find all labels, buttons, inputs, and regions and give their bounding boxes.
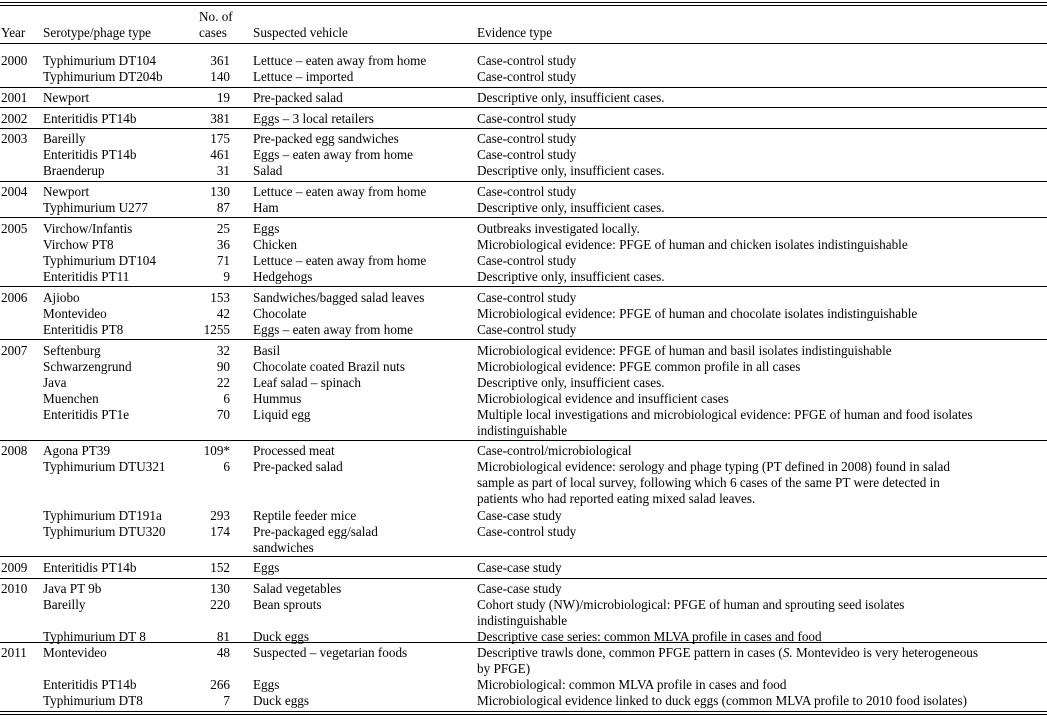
cases-cell: 81	[216, 629, 230, 644]
year-cell: 2009	[1, 560, 28, 575]
vehicle-cell: Duck eggs	[253, 629, 310, 644]
evidence-cell: Microbiological evidence: PFGE of human and chocolate isolates indistinguishable	[477, 306, 918, 321]
vehicle-cell: Eggs	[253, 677, 280, 692]
serotype-cell: Enteritidis PT14b	[43, 111, 137, 126]
evidence-cell: Case-control study	[477, 147, 577, 162]
vehicle-cell: Bean sprouts	[253, 597, 322, 612]
cases-cell: 90	[216, 359, 230, 374]
vehicle-cell-continued: sandwiches	[253, 540, 314, 555]
serotype-cell: Java	[43, 375, 67, 390]
serotype-cell: Montevideo	[43, 645, 107, 660]
cases-cell: 9	[223, 269, 230, 284]
bottom-double-rule-2	[0, 714, 1047, 715]
serotype-cell: Enteritidis PT1e	[43, 407, 130, 422]
serotype-cell: Muenchen	[43, 391, 99, 406]
evidence-cell-continued: patients who had reported eating mixed salad leaves.	[477, 491, 756, 506]
vehicle-cell: Ham	[253, 200, 279, 215]
cases-cell: 71	[216, 253, 230, 268]
serotype-cell: Typhimurium DT 8	[43, 629, 146, 644]
cases-cell: 6	[223, 391, 230, 406]
evidence-cell: Case-control study	[477, 111, 577, 126]
cases-cell: 87	[216, 200, 230, 215]
evidence-cell: Microbiological evidence: PFGE of human and basil isolates indistinguishable	[477, 343, 892, 358]
vehicle-cell: Processed meat	[253, 443, 335, 458]
vehicle-cell: Chocolate	[253, 306, 307, 321]
evidence-cell: Descriptive only, insufficient cases.	[477, 90, 665, 105]
vehicle-cell: Sandwiches/bagged salad leaves	[253, 290, 425, 305]
serotype-cell: Typhimurium DT104	[43, 53, 156, 68]
evidence-cell: Case-case study	[477, 581, 562, 596]
cases-cell: 32	[216, 343, 230, 358]
evidence-cell: Case-case study	[477, 508, 562, 523]
cases-cell: 130	[210, 581, 230, 596]
vehicle-cell: Reptile feeder mice	[253, 508, 357, 523]
evidence-cell: Microbiological evidence: PFGE of human and chicken isolates indistinguishable	[477, 237, 908, 252]
evidence-cell: Microbiological evidence and insufficient cases	[477, 391, 729, 406]
year-cell: 2011	[1, 645, 27, 660]
serotype-cell: Bareilly	[43, 597, 86, 612]
serotype-cell: Virchow/Infantis	[43, 221, 133, 236]
vehicle-cell: Eggs	[253, 560, 280, 575]
evidence-cell: Case-control study	[477, 69, 577, 84]
cases-cell: 70	[216, 407, 230, 422]
serotype-cell: Agona PT39	[43, 443, 111, 458]
serotype-cell: Typhimurium DT8	[43, 693, 143, 708]
vehicle-cell: Salad vegetables	[253, 581, 342, 596]
serotype-cell: Montevideo	[43, 306, 107, 321]
cases-cell: 174	[210, 524, 230, 539]
serotype-cell: Typhimurium DT191a	[43, 508, 162, 523]
year-cell: 2002	[1, 111, 28, 126]
vehicle-cell: Pre-packaged egg/salad	[253, 524, 378, 539]
evidence-cell-continued: by PFGE)	[477, 661, 531, 676]
evidence-cell: Descriptive only, insufficient cases.	[477, 269, 665, 284]
vehicle-cell: Duck eggs	[253, 693, 310, 708]
serotype-cell: Typhimurium U277	[43, 200, 148, 215]
cases-cell: 19	[216, 90, 230, 105]
year-cell: 2008	[1, 443, 28, 458]
year-cell: 2006	[1, 290, 28, 305]
header-cases-line1: No. of	[199, 9, 233, 24]
group-separator	[0, 128, 1047, 129]
serotype-cell: Enteritidis PT14b	[43, 560, 137, 575]
evidence-cell: Descriptive case series: common MLVA profile in cases and food	[477, 629, 822, 644]
cases-cell: 293	[210, 508, 230, 523]
vehicle-cell: Leaf salad – spinach	[253, 375, 362, 390]
year-cell: 2003	[1, 131, 28, 146]
group-separator	[0, 87, 1047, 88]
group-separator	[0, 578, 1047, 579]
evidence-cell-continued: sample as part of local survey, following which 6 cases of the same PT were detected in	[477, 475, 940, 490]
cases-cell: 175	[210, 131, 230, 146]
serotype-cell: Enteritidis PT8	[43, 322, 124, 337]
vehicle-cell: Chicken	[253, 237, 297, 252]
year-cell: 2004	[1, 184, 28, 199]
vehicle-cell: Eggs – eaten away from home	[253, 147, 414, 162]
group-separator	[0, 339, 1047, 340]
italic-genus: S.	[782, 645, 793, 660]
evidence-cell: Cohort study (NW)/microbiological: PFGE of human and sprouting seed isolates	[477, 597, 905, 612]
vehicle-cell: Basil	[253, 343, 281, 358]
serotype-cell: Braenderup	[43, 163, 105, 178]
evidence-cell: Case-control/microbiological	[477, 443, 632, 458]
header-cases-line2: cases	[199, 25, 227, 40]
serotype-cell: Newport	[43, 184, 90, 199]
evidence-cell: Case-control study	[477, 53, 577, 68]
serotype-cell: Enteritidis PT14b	[43, 677, 137, 692]
cases-cell: 22	[216, 375, 230, 390]
serotype-cell: Typhimurium DTU320	[43, 524, 166, 539]
evidence-cell: Case-control study	[477, 253, 577, 268]
group-separator	[0, 107, 1047, 108]
bottom-double-rule-1	[0, 711, 1047, 712]
evidence-cell-continued: indistinguishable	[477, 423, 568, 438]
serotype-cell: Newport	[43, 90, 90, 105]
cases-cell: 36	[216, 237, 230, 252]
vehicle-cell: Eggs	[253, 221, 280, 236]
year-cell: 2010	[1, 581, 28, 596]
evidence-cell: Microbiological evidence: serology and phage typing (PT defined in 2008) found in salad	[477, 459, 950, 474]
evidence-cell: Case-control study	[477, 524, 577, 539]
vehicle-cell: Lettuce – imported	[253, 69, 354, 84]
cases-cell: 7	[223, 693, 230, 708]
vehicle-cell: Hummus	[253, 391, 302, 406]
serotype-cell: Typhimurium DT104	[43, 253, 156, 268]
evidence-tail: Montevideo is very heterogeneous	[792, 645, 979, 660]
vehicle-cell: Hedgehogs	[253, 269, 313, 284]
vehicle-cell: Lettuce – eaten away from home	[253, 184, 427, 199]
evidence-cell-continued: indistinguishable	[477, 613, 568, 628]
top-double-rule-2	[0, 5, 1047, 6]
year-cell: 2007	[1, 343, 28, 358]
year-cell: 2000	[1, 53, 28, 68]
evidence-cell: Case-control study	[477, 322, 577, 337]
serotype-cell: Ajiobo	[43, 290, 80, 305]
serotype-cell: Bareilly	[43, 131, 86, 146]
serotype-cell: Virchow PT8	[43, 237, 114, 252]
vehicle-cell: Lettuce – eaten away from home	[253, 53, 427, 68]
vehicle-cell: Salad	[253, 163, 283, 178]
cases-cell: 140	[210, 69, 230, 84]
cases-cell: 25	[216, 221, 230, 236]
evidence-cell: Outbreaks investigated locally.	[477, 221, 640, 236]
evidence-cell: Microbiological: common MLVA profile in cases and food	[477, 677, 787, 692]
cases-cell: 6	[223, 459, 230, 474]
cases-cell: 48	[216, 645, 230, 660]
evidence-cell: Multiple local investigations and microbiological evidence: PFGE of human and food isolates	[477, 407, 973, 422]
evidence-cell: Microbiological evidence: PFGE common profile in all cases	[477, 359, 801, 374]
header-evidence: Evidence type	[477, 25, 553, 40]
evidence-cell: Descriptive only, insufficient cases.	[477, 375, 665, 390]
header-year: Year	[1, 25, 26, 40]
cases-cell: 31	[216, 163, 230, 178]
evidence-cell: Case-case study	[477, 560, 562, 575]
vehicle-cell: Liquid egg	[253, 407, 311, 422]
cases-cell: 42	[216, 306, 230, 321]
cases-cell: 266	[210, 677, 230, 692]
evidence-cell: Descriptive only, insufficient cases.	[477, 163, 665, 178]
cases-cell: 220	[210, 597, 230, 612]
serotype-cell: Seftenburg	[43, 343, 101, 358]
group-separator	[0, 181, 1047, 182]
vehicle-cell: Eggs – eaten away from home	[253, 322, 414, 337]
evidence-cell: Microbiological evidence linked to duck eggs (common MLVA profile to 2010 food isolates)	[477, 693, 968, 708]
evidence-cell: Descriptive trawls done, common PFGE pattern in cases (S. Montevideo is very heterogeneous	[477, 645, 979, 660]
vehicle-cell: Eggs – 3 local retailers	[253, 111, 374, 126]
serotype-cell: Enteritidis PT11	[43, 269, 130, 284]
header-rule	[0, 43, 1047, 44]
cases-cell: 109*	[203, 443, 230, 458]
serotype-cell: Enteritidis PT14b	[43, 147, 137, 162]
header-vehicle: Suspected vehicle	[253, 25, 348, 40]
year-cell: 2001	[1, 90, 28, 105]
vehicle-cell: Pre-packed salad	[253, 459, 343, 474]
top-double-rule-1	[0, 2, 1047, 3]
cases-cell: 130	[210, 184, 230, 199]
vehicle-cell: Lettuce – eaten away from home	[253, 253, 427, 268]
group-separator	[0, 440, 1047, 441]
group-separator	[0, 286, 1047, 287]
vehicle-cell: Pre-packed salad	[253, 90, 343, 105]
cases-cell: 153	[210, 290, 230, 305]
evidence-cell: Case-control study	[477, 290, 577, 305]
evidence-cell: Case-control study	[477, 184, 577, 199]
cases-cell: 361	[210, 53, 230, 68]
serotype-cell: Java PT 9b	[43, 581, 102, 596]
cases-cell: 1255	[203, 322, 230, 337]
header-serotype: Serotype/phage type	[43, 25, 152, 40]
evidence-cell: Descriptive only, insufficient cases.	[477, 200, 665, 215]
serotype-cell: Schwarzengrund	[43, 359, 132, 374]
vehicle-cell: Chocolate coated Brazil nuts	[253, 359, 405, 374]
group-separator	[0, 556, 1047, 557]
serotype-cell: Typhimurium DT204b	[43, 69, 163, 84]
cases-cell: 461	[210, 147, 230, 162]
serotype-cell: Typhimurium DTU321	[43, 459, 166, 474]
group-separator	[0, 217, 1047, 218]
year-cell: 2005	[1, 221, 28, 236]
evidence-cell: Case-control study	[477, 131, 577, 146]
cases-cell: 381	[210, 111, 230, 126]
vehicle-cell: Pre-packed egg sandwiches	[253, 131, 399, 146]
vehicle-cell: Suspected – vegetarian foods	[253, 645, 408, 660]
cases-cell: 152	[210, 560, 230, 575]
